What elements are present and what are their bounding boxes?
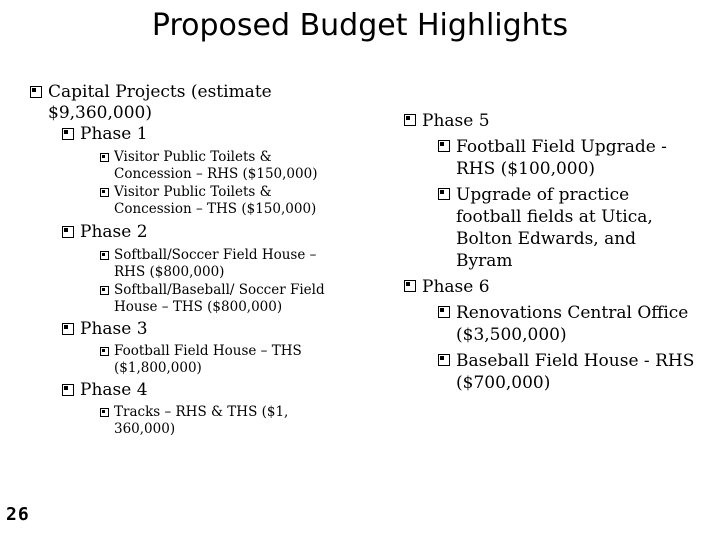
list-item-phase-1 — [62, 124, 282, 145]
phase-5-text: Phase 5 — [422, 111, 490, 131]
checkbox-bullet-icon — [438, 306, 450, 318]
checkbox-bullet-icon — [100, 251, 109, 260]
phase-5-item-2-text: Upgrade of practice football fields at Utica, Bolton Edwards, and Byram — [456, 185, 653, 271]
checkbox-bullet-icon — [438, 140, 450, 152]
checkbox-bullet-icon — [100, 286, 109, 295]
phase-4-item-1-text: Tracks – RHS & THS ($1, 360,000) — [114, 404, 289, 437]
list-item-phase-2 — [62, 222, 282, 243]
checkbox-bullet-icon — [62, 226, 74, 238]
checkbox-bullet-icon — [438, 354, 450, 366]
list-item-phase-2-field-house-ths — [100, 282, 345, 316]
list-item-phase-6 — [404, 276, 684, 298]
page-number: 26 — [6, 504, 30, 525]
list-item-phase-2-field-house-rhs — [100, 247, 345, 281]
list-item-phase-6-central-office — [438, 302, 708, 346]
phase-1-text: Phase 1 — [80, 124, 148, 144]
checkbox-bullet-icon — [62, 128, 74, 140]
phase-2-text: Phase 2 — [80, 222, 148, 242]
list-item-phase-4 — [62, 380, 282, 401]
checkbox-bullet-icon — [100, 153, 109, 162]
capital-projects-text: Capital Projects (estimate $9,360,000) — [48, 82, 272, 123]
list-item-phase-5-football-upgrade — [438, 136, 678, 180]
list-item-phase-6-baseball-house — [438, 350, 708, 394]
phase-4-text: Phase 4 — [80, 380, 148, 400]
list-item-phase-1-toilets-ths — [100, 184, 340, 218]
checkbox-bullet-icon — [62, 323, 74, 335]
slide-title: Proposed Budget Highlights — [151, 8, 569, 43]
list-item-phase-3 — [62, 319, 282, 340]
phase-1-item-2-text: Visitor Public Toilets & Concession – THS ($150,000) — [114, 184, 317, 217]
phase-2-item-1-text: Softball/Soccer Field House – RHS ($800,000) — [114, 247, 317, 280]
phase-6-text: Phase 6 — [422, 277, 490, 297]
phase-5-item-1-text: Football Field Upgrade - RHS ($100,000) — [456, 137, 667, 179]
phase-2-item-2-text: Softball/Baseball/ Soccer Field House – THS ($800,000) — [114, 282, 325, 315]
checkbox-bullet-icon — [438, 188, 450, 200]
checkbox-bullet-icon — [404, 114, 416, 126]
checkbox-bullet-icon — [100, 347, 109, 356]
phase-6-item-1-text: Renovations Central Office ($3,500,000) — [456, 303, 689, 345]
list-item-phase-5-practice-fields — [438, 184, 668, 272]
phase-3-text: Phase 3 — [80, 319, 148, 339]
checkbox-bullet-icon — [100, 408, 109, 417]
list-item-capital-projects — [30, 82, 290, 124]
list-item-phase-5 — [404, 110, 684, 132]
list-item-phase-4-tracks — [100, 404, 310, 438]
checkbox-bullet-icon — [100, 188, 109, 197]
list-item-phase-3-football-house — [100, 343, 340, 377]
phase-3-item-1-text: Football Field House – THS ($1,800,000) — [114, 343, 302, 376]
checkbox-bullet-icon — [62, 384, 74, 396]
phase-6-item-2-text: Baseball Field House - RHS ($700,000) — [456, 351, 695, 393]
checkbox-bullet-icon — [404, 280, 416, 292]
checkbox-bullet-icon — [30, 86, 42, 98]
phase-1-item-1-text: Visitor Public Toilets & Concession – RHS ($150,000) — [114, 149, 318, 182]
list-item-phase-1-toilets-rhs — [100, 149, 340, 183]
